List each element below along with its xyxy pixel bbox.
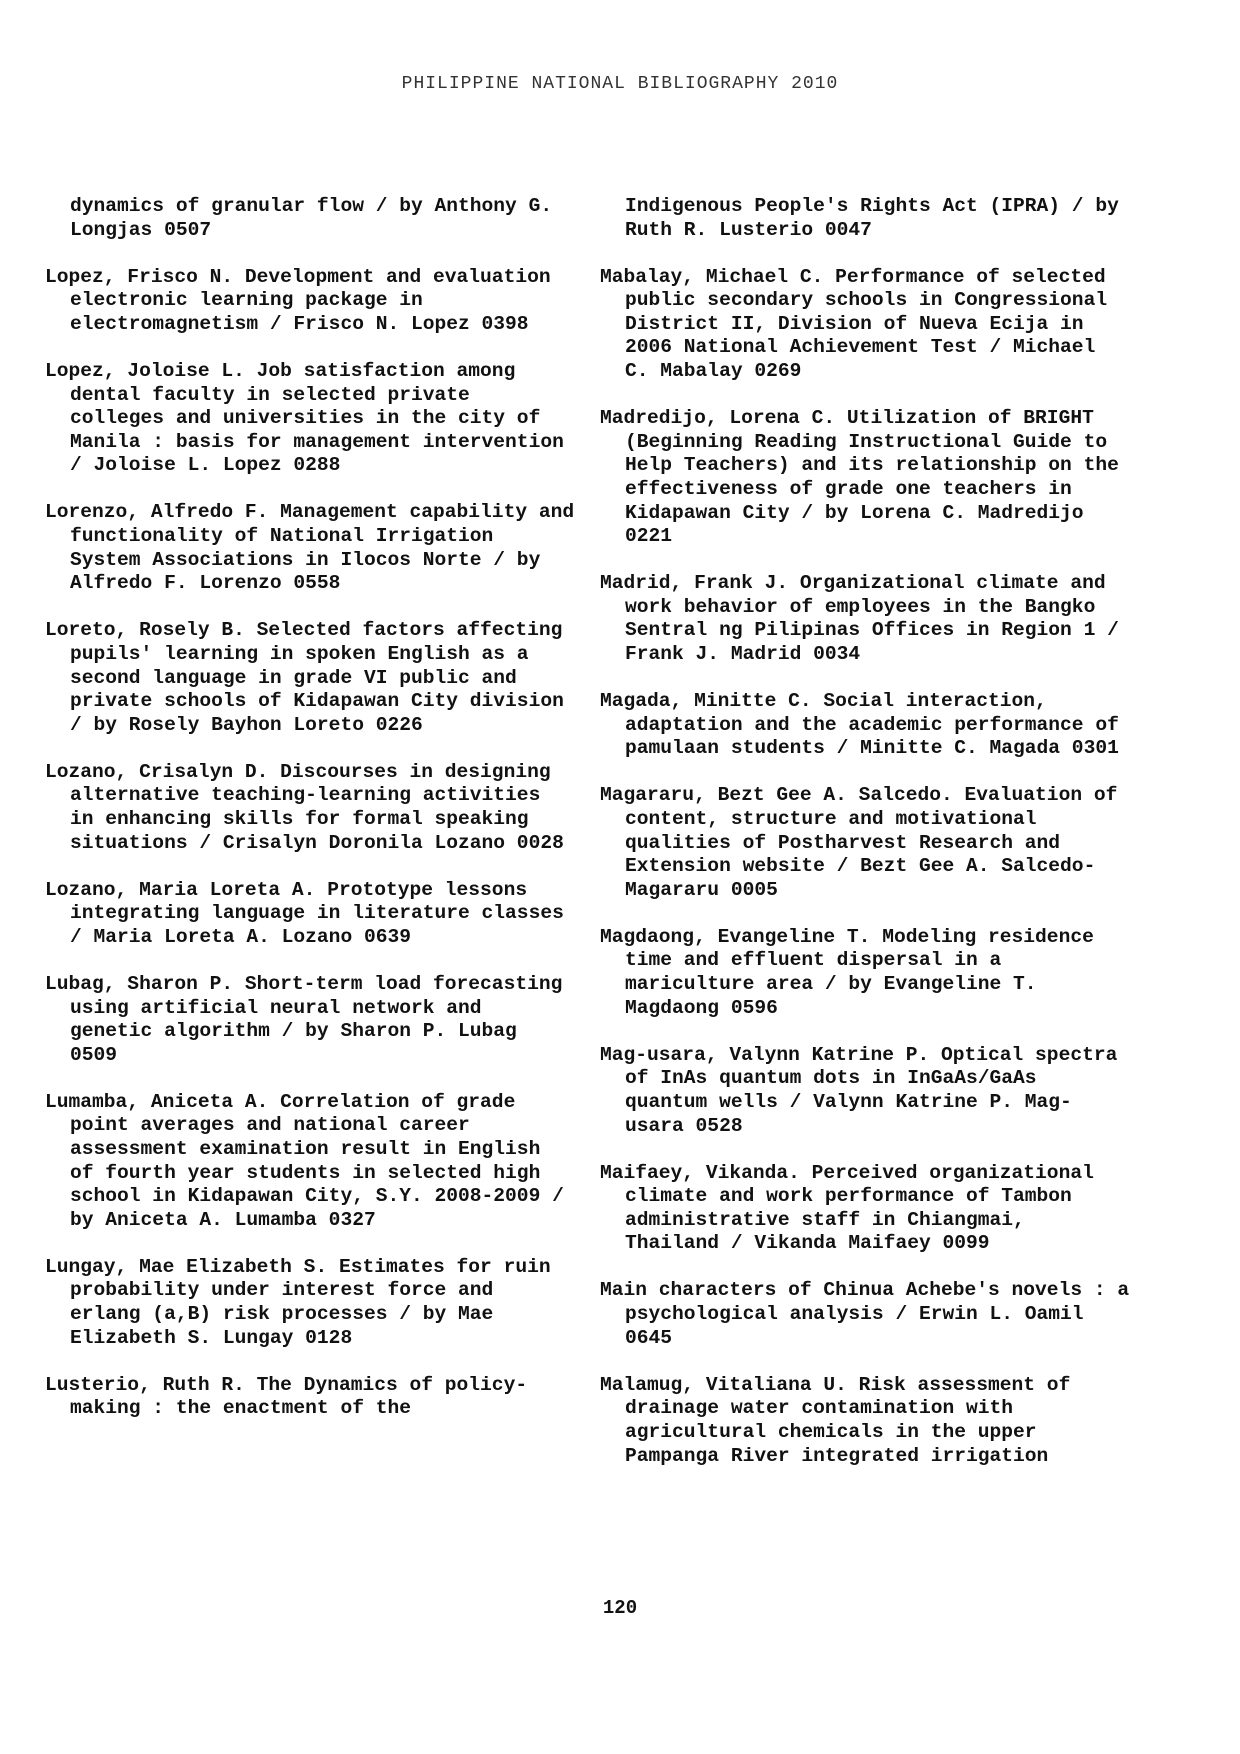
right-column [600,195,1130,1492]
bib-entry: Madrid, Frank J. Organizational climate and work behavior of employees in the Bangko Sentral ng Pilipinas Offices in Region 1 / Frank J. Madrid 0034 [600,572,1119,665]
bib-entry: Lopez, Joloise L. Job satisfaction among dental faculty in selected private colleges and universities in the city of Manila : basis for management intervention / Joloise L. Lopez 0288 [45,359,564,477]
bib-entry: Lubag, Sharon P. Short-term load forecasting using artificial neural network and genetic algorithm / by Sharon P. Lubag 0509 [45,972,563,1066]
bib-entry: Magada, Minitte C. Social interaction, adaptation and the academic performance of pamulaan students / Minitte C. Magada 0301 [600,690,1119,760]
bib-entry: Main characters of Chinua Achebe's novels : a psychological analysis / Erwin L. Oamil 0645 [600,1279,1130,1349]
page-number: 120 [602,1597,638,1619]
bib-entry: Magararu, Bezt Gee A. Salcedo. Evaluation of content, structure and motivational qualities of Postharvest Research and Extension website / Bezt Gee A. Salcedo-Magararu 0005 [600,784,1118,901]
bib-entry: Malamug, Vitaliana U. Risk assessment of drainage water contamination with agricultural chemicals in the upper Pampanga River integrated irrigation [600,1373,1071,1467]
bib-entry: Lorenzo, Alfredo F. Management capability and functionality of National Irrigation System Associations in Ilocos Norte / by Alfredo F. Lorenzo 0558 [45,501,575,595]
bib-entry: Lozano, Crisalyn D. Discourses in designing alternative teaching-learning activities in enhancing skills for formal speaking situations / Crisalyn Doronila Lozano 0028 [45,760,564,854]
page-header: PHILIPPINE NATIONAL BIBLIOGRAPHY 2010 [401,74,839,94]
bib-entry: Magdaong, Evangeline T. Modeling residence time and effluent dispersal in a mariculture area / by Evangeline T. Magdaong 0596 [600,925,1094,1019]
bib-entry: Mag-usara, Valynn Katrine P. Optical spectra of InAs quantum dots in InGaAs/GaAs quantum wells / Valynn Katrine P. Mag-usara 0528 [600,1043,1118,1137]
bib-entry: Mabalay, Michael C. Performance of selected public secondary schools in Congressional District II, Division of Nueva Ecija in 2006 National Achievement Test / Michael C. Mabalay 0269 [600,265,1108,383]
bib-entry: dynamics of granular flow / by Anthony G. Longjas 0507 [70,195,553,241]
left-column [45,195,575,1444]
bib-entry: Lusterio, Ruth R. The Dynamics of policy-making : the enactment of the [45,1373,528,1420]
bib-entry: Lumamba, Aniceta A. Correlation of grade point averages and national career assessment examination result in English of fourth year students in selected high school in Kidapawan City, S.Y. 2008-2009 / by Aniceta A. Lumamba 0327 [45,1090,564,1231]
bib-entry: Loreto, Rosely B. Selected factors affecting pupils' learning in spoken English as a second language in grade VI public and private schools of Kidapawan City division / by Rosely Bayhon Loreto 0226 [45,619,564,736]
bib-entry: Lopez, Frisco N. Development and evaluation electronic learning package in electromagnetism / Frisco N. Lopez 0398 [45,265,551,335]
bib-entry: Lungay, Mae Elizabeth S. Estimates for ruin probability under interest force and erlang (a,B) risk processes / by Mae Elizabeth S. Lungay 0128 [45,1255,551,1349]
bib-entry: Madredijo, Lorena C. Utilization of BRIGHT (Beginning Reading Instructional Guide to Help Teachers) and its relationship on the effectiveness of grade one teachers in Kidapawan City / by Lorena C. Madredijo 0221 [600,407,1119,548]
bib-entry: Maifaey, Vikanda. Perceived organizational climate and work performance of Tambon administrative staff in Chiangmai, Thailand / Vikanda Maifaey 0099 [600,1161,1094,1255]
bib-entry: Indigenous People's Rights Act (IPRA) / by Ruth R. Lusterio 0047 [625,195,1119,241]
bib-entry: Lozano, Maria Loreta A. Prototype lessons integrating language in literature classes / Maria Loreta A. Lozano 0639 [45,878,564,948]
